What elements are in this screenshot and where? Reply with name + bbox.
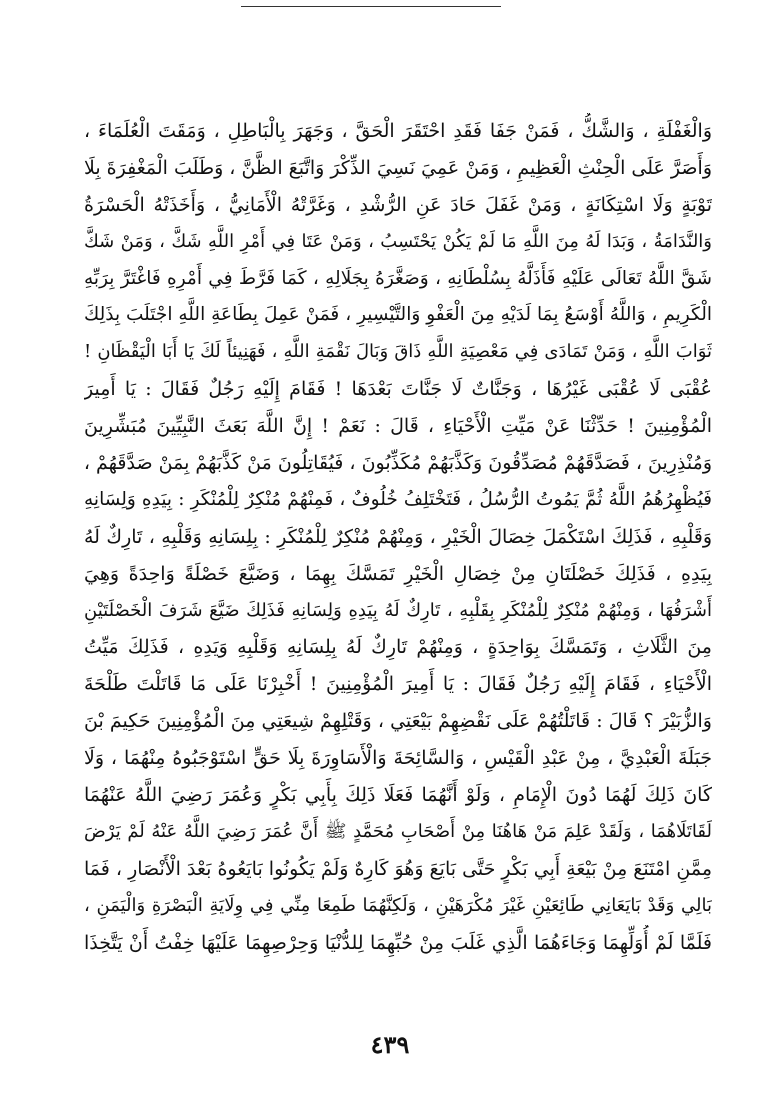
- text-line-18: جَبَلَةَ الْعَبْدِيَّ ، مِنْ عَبْدِ الْقَيْسِ ، وَالسَّائِحَةَ وَالْأَسَاوِرَةَ بِلَا حَقٍّ اسْتَوْجَبُوهُ مِنْهُمَا ، وَلَا: [84, 747, 712, 770]
- text-line-15: مِنَ الثَّلَاثِ ، وَتَمَسَّكَ بِوَاحِدَةٍ ، وَمِنْهُمْ تَارِكٌ لَهُ بِلِسَانِهِ وَقَلْبِهِ وَيَدِهِ ، فَذَلِكَ مَيِّتُ: [84, 636, 712, 659]
- text-line-1: وَالْغَفْلَةِ ، وَالشَّكُّ ، فَمَنْ جَفَا فَقَدِ احْتَقَرَ الْحَقَّ ، وَجَهَرَ بِالْبَاطِلِ ، وَمَقَتَ الْعُلَمَاءَ ،: [84, 120, 712, 142]
- text-line-20: لَقَاتَلَاهُمَا ، وَلَقَدْ عَلِمَ مَنْ هَاهُنَا مِنْ أَصْحَابِ مُحَمَّدٍ ﷺ أَنَّ عُمَرَ رَضِيَ اللَّهُ عَنْهُ لَمْ يَرْضَ: [84, 820, 712, 842]
- text-line-9: الْمُؤْمِنِينَ ! حَدِّثْنَا عَنْ مَيِّتِ الْأَحْيَاءِ ، قَالَ : نَعَمْ ! إِنَّ اللَّهَ بَعَثَ النَّبِيِّينَ مُبَشِّرِينَ: [84, 415, 712, 438]
- text-line-4: وَالنَّدَامَةُ ، وَبَدَا لَهُ مِنَ اللَّهِ مَا لَمْ يَكُنْ يَحْتَسِبُ ، وَمَنْ عَتَا فِي أَمْرِ اللَّهِ شَكَّ ، وَمَنْ شَكَّ: [84, 230, 712, 252]
- text-line-23: فَلَمَّا لَمْ أُوَلِّهِمَا وَجَاءَهُمَا الَّذِي غَلَبَ مِنْ حُبِّهِمَا لِلدُّنْيَا وَحِرْصِهِمَا عَلَيْهَا خِفْتُ أَنْ يَتَّخِذَا: [84, 931, 712, 954]
- header-rule: [241, 6, 501, 7]
- text-line-10: وَمُنْذِرِينَ ، فَصَدَّقَهُمْ مُصَدِّقُونَ وَكَذَّبَهُمْ مُكَذِّبُونَ ، فَيُقَاتِلُونَ مَنْ كَذَّبَهُمْ بِمَنْ صَدَّقَهُمْ ،: [84, 452, 712, 475]
- page-number: ٤٣٩: [370, 1030, 410, 1059]
- text-line-2: وَأَصَرَّ عَلَى الْحِنْثِ الْعَظِيمِ ، وَمَنْ عَمِيَ نَسِيَ الذِّكْرَ وَاتَّبَعَ الظَّنَّ ، وَطَلَبَ الْمَغْفِرَةَ بِلَا: [84, 156, 712, 179]
- text-line-6: الْكَرِيمِ ، وَاللَّهُ أَوْسَعُ بِمَا لَدَيْهِ مِنَ الْعَفْوِ وَالتَّيْسِيرِ ، فَمَنْ عَمِلَ بِطَاعَةِ اللَّهِ اجْتَلَبَ بِذَلِكَ: [84, 304, 712, 326]
- text-line-5: شَقَّ اللَّهُ تَعَالَى عَلَيْهِ فَأَذَلَّهُ بِسُلْطَانِهِ ، وَصَغَّرَهُ بِجَلَالِهِ ، كَمَا فَرَّطَ فِي أَمْرِهِ فَاغْتَرَّ بِرَبِّهِ: [84, 267, 712, 289]
- text-line-12: وَقَلْبِهِ ، فَذَلِكَ اسْتَكْمَلَ خِصَالَ الْخَيْرِ ، وَمِنْهُمْ مُنْكِرٌ لِلْمُنْكَرِ : بِلِسَانِهِ وَقَلْبِهِ ، تَارِكٌ لَهُ: [84, 525, 712, 548]
- text-line-17: وَالزُّبَيْرَ ؟ قَالَ : قَاتَلْتُهُمْ عَلَى نَقْضِهِمْ بَيْعَتِي ، وَقَتْلِهِمْ شِيعَتِي مِنَ الْمُؤْمِنِينَ حَكِيمَ بْنَ: [84, 710, 712, 733]
- text-line-14: أَشْرَفُهَا ، وَمِنْهُمْ مُنْكِرٌ لِلْمُنْكَرِ بِقَلْبِهِ ، تَارِكٌ لَهُ بِيَدِهِ وَلِسَانِهِ فَذَلِكَ ضَيَّعَ شَرَفَ الْخَصْلَتَيْنِ: [84, 599, 712, 621]
- text-line-3: تَوْبَةٍ وَلَا اسْتِكَانَةٍ ، وَمَنْ غَفَلَ حَادَ عَنِ الرُّشْدِ ، وَغَرَّتْهُ الْأَمَانِيُّ ، وَأَخَذَتْهُ الْحَسْرَةُ: [84, 193, 712, 216]
- text-line-21: مِمَّنِ امْتَنَعَ مِنْ بَيْعَةِ أَبِي بَكْرٍ حَتَّى بَايَعَ وَهُوَ كَارِهٌ وَلَمْ يَكُونُوا بَايَعُوهُ بَعْدَ الْأَنْصَارِ ، فَمَا: [84, 857, 712, 880]
- text-line-22: بَالِي وَقَدْ بَايَعَانِي طَائِعَيْنِ غَيْرَ مُكْرَهَيْنِ ، وَلَكِنَّهُمَا طَمِعَا مِنِّي فِي وِلَايَةِ الْبَصْرَةِ وَالْيَمَنِ ،: [84, 894, 712, 916]
- text-line-16: الْأَحْيَاءِ ، فَقَامَ إِلَيْهِ رَجُلٌ فَقَالَ : يَا أَمِيرَ الْمُؤْمِنِينَ ! أَخْبِرْنَا عَلَى مَا قَاتَلْتَ طَلْحَةَ: [84, 673, 712, 696]
- text-line-7: ثَوَابَ اللَّهِ ، وَمَنْ تَمَادَى فِي مَعْصِيَةِ اللَّهِ ذَاقَ وَبَالَ نَقْمَةِ اللَّهِ ، فَهَنِيئاً لَكَ يَا أَبَا الْيَقْظَانِ !: [84, 341, 712, 363]
- text-line-13: بِيَدِهِ ، فَذَلِكَ خَصْلَتَانِ مِنْ خِصَالِ الْخَيْرِ تَمَسَّكَ بِهِمَا ، وَضَيَّعَ خَصْلَةً وَاحِدَةً وَهِيَ: [84, 562, 712, 585]
- body-text: [84, 113, 712, 961]
- text-line-11: فَيُظْهِرُهُمُ اللَّهُ ثُمَّ يَمُوتُ الرُّسُلُ ، فَتَخْتَلِفُ خُلُوفٌ ، فَمِنْهُمْ مُنْكِرٌ لِلْمُنْكَرِ : بِيَدِهِ وَلِسَانِهِ: [84, 488, 712, 510]
- text-line-19: كَانَ ذَلِكَ لَهُمَا دُونَ الْإِمَامِ ، وَلَوْ أَنَّهُمَا فَعَلَا ذَلِكَ بِأَبِي بَكْرٍ وَعُمَرَ رَضِيَ اللَّهُ عَنْهُمَا: [84, 784, 712, 807]
- text-line-8: عُقْبَى لَا عُقْبَى غَيْرُهَا ، وَجَنَّاتٌ لَا جَنَّاتَ بَعْدَهَا ! فَقَامَ إِلَيْهِ رَجُلٌ فَقَالَ : يَا أَمِيرَ: [84, 378, 712, 401]
